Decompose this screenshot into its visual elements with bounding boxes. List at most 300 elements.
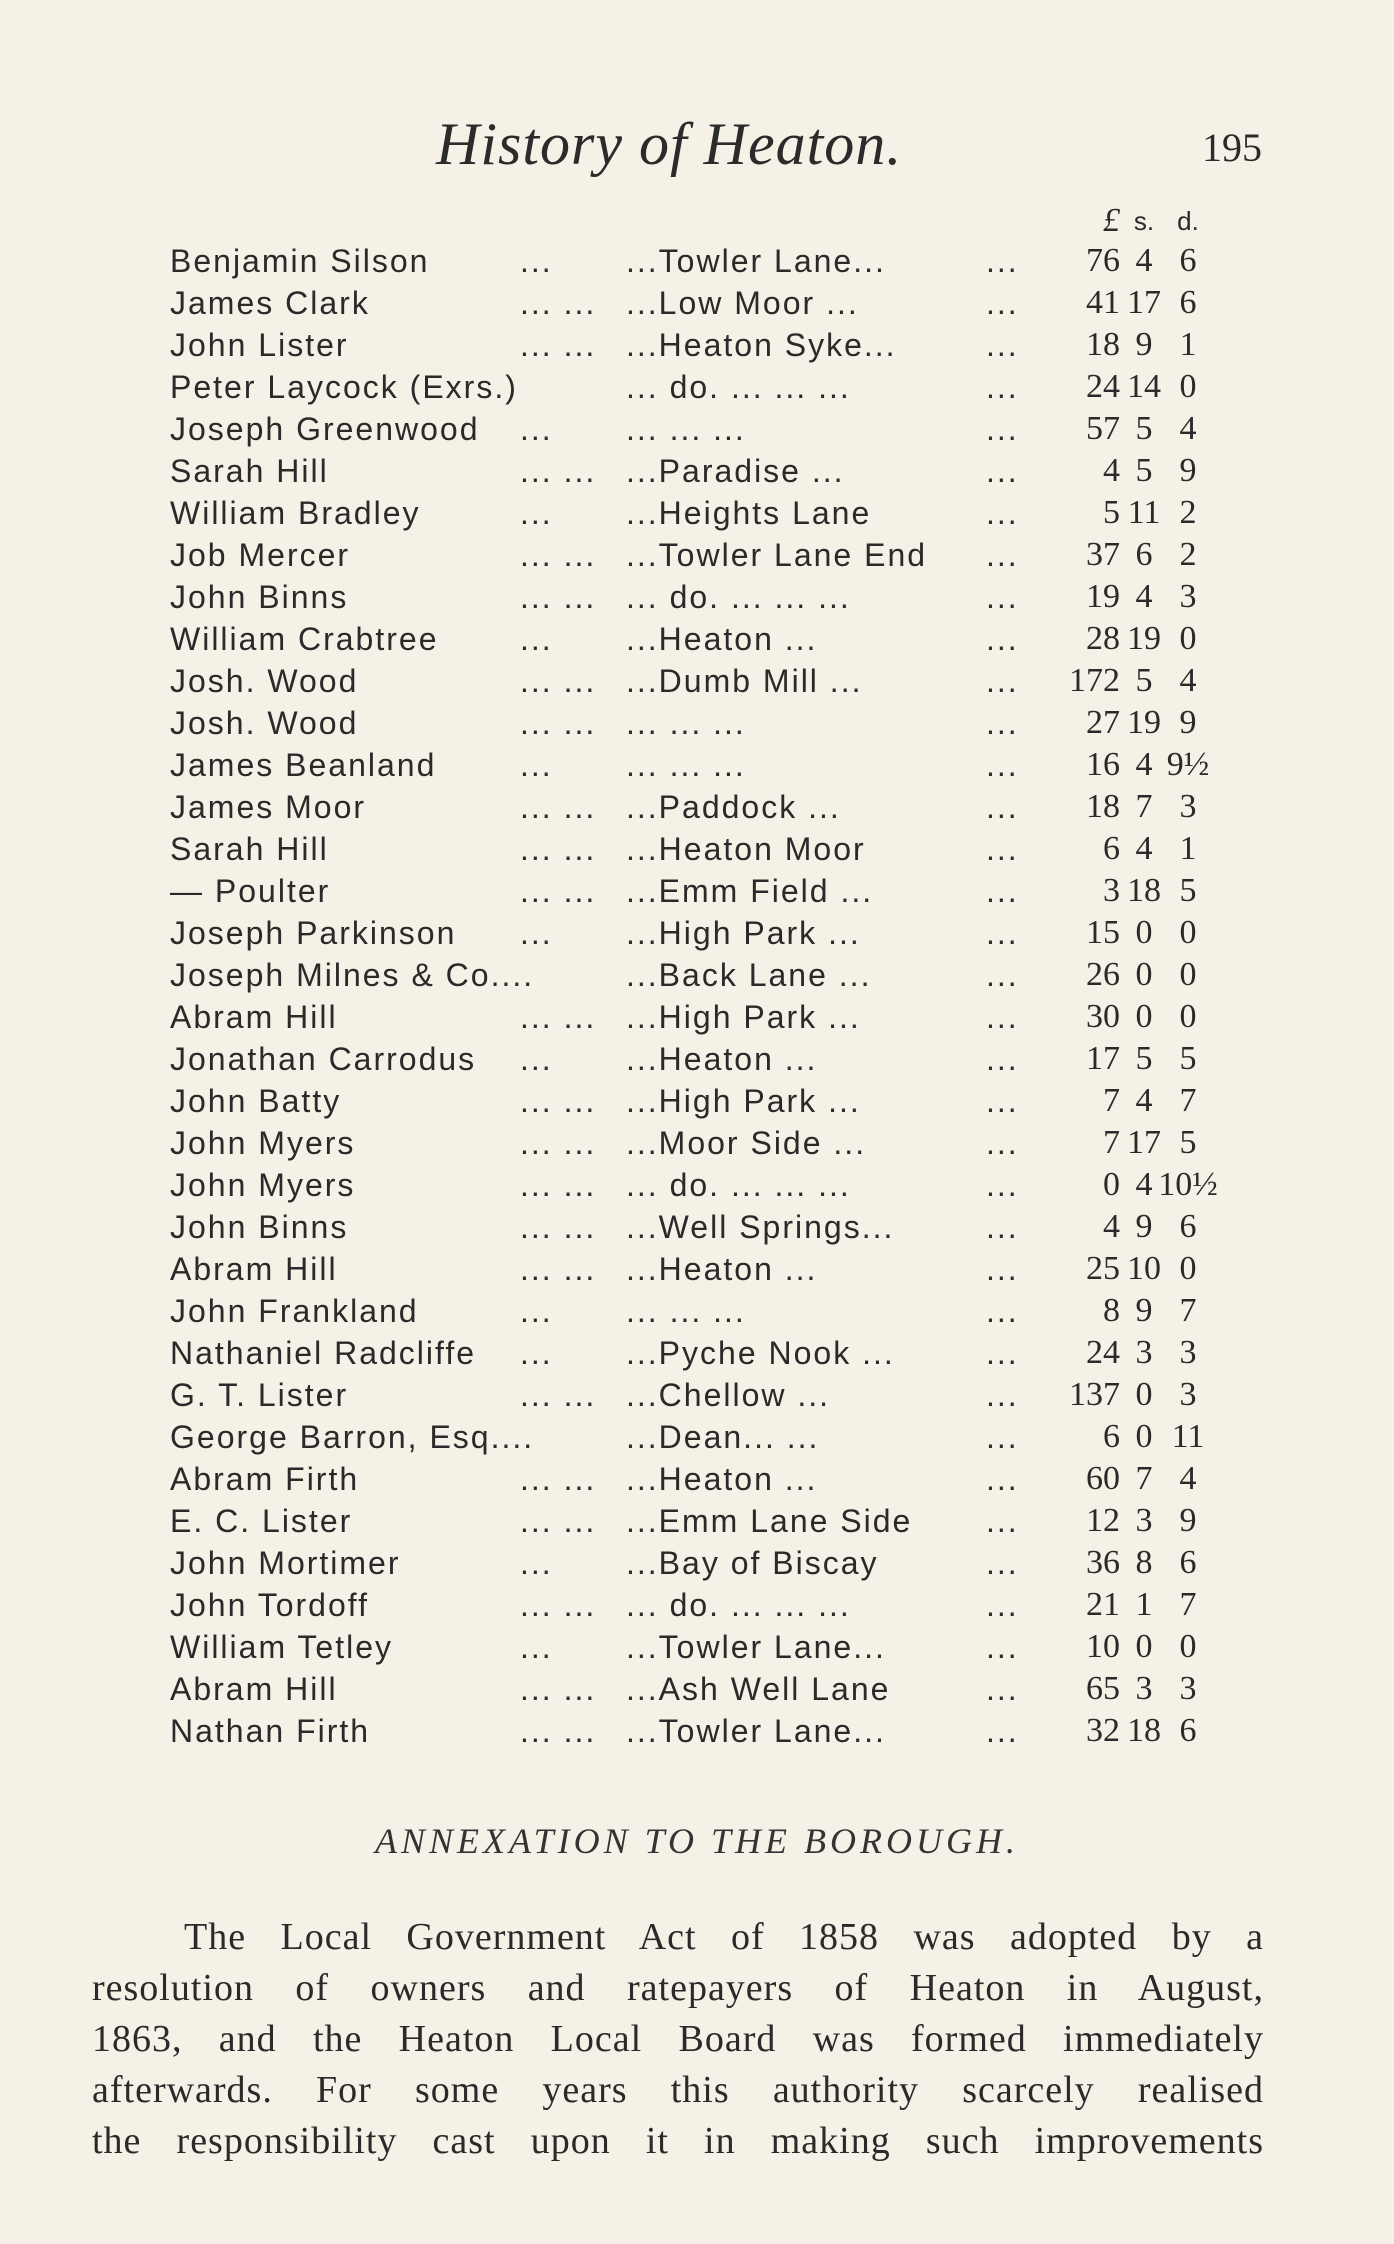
property-location: ... do. ... ... ... xyxy=(626,369,851,405)
ratepayer-name: G. T. Lister xyxy=(170,1377,349,1413)
ledger-row xyxy=(0,828,1394,870)
leader-dots: ... xyxy=(986,1713,1019,1749)
ledger-row xyxy=(0,660,1394,702)
leader-dots: ... xyxy=(986,1587,1019,1623)
pounds-value: 28 xyxy=(1086,620,1120,657)
pounds-value: 24 xyxy=(1086,368,1120,405)
pounds-value: 7 xyxy=(1103,1124,1120,1161)
ratepayer-name: Nathan Firth xyxy=(170,1713,371,1749)
property-location: ... ... ... xyxy=(626,1293,746,1329)
shillings-value: 3 xyxy=(1135,1670,1153,1707)
leader-dots: ... xyxy=(986,831,1019,867)
paragraph-line: The Local Government Act of 1858 was adopted by a xyxy=(184,1916,1264,1958)
pounds-value: 57 xyxy=(1086,410,1120,447)
name-leader-dots: ... xyxy=(520,915,553,951)
name-leader-dots: ... ... xyxy=(520,1251,597,1287)
ledger-row xyxy=(0,366,1394,408)
leader-dots: ... xyxy=(986,1503,1019,1539)
leader-dots: ... xyxy=(986,285,1019,321)
property-location: ... do. ... ... ... xyxy=(626,1587,851,1623)
name-leader-dots: ... xyxy=(520,747,553,783)
ratepayer-name: John Batty xyxy=(170,1083,342,1119)
pounds-value: 17 xyxy=(1086,1040,1120,1077)
pence-value: 5 xyxy=(1179,872,1197,909)
shillings-value: 4 xyxy=(1135,1166,1153,1203)
leader-dots: ... xyxy=(986,453,1019,489)
pounds-value: 10 xyxy=(1086,1628,1120,1665)
shillings-value: 4 xyxy=(1135,1082,1153,1119)
ratepayer-name: John Myers xyxy=(170,1125,356,1161)
pounds-value: 5 xyxy=(1103,494,1120,531)
shillings-value: 14 xyxy=(1127,368,1161,405)
ratepayer-name: Sarah Hill xyxy=(170,453,329,489)
ledger-row xyxy=(0,786,1394,828)
property-location: ...Chellow ... xyxy=(626,1377,831,1413)
shillings-value: 17 xyxy=(1127,1124,1161,1161)
shillings-value: 6 xyxy=(1135,536,1153,573)
ratepayer-name: Abram Hill xyxy=(170,1251,338,1287)
pence-value: 7 xyxy=(1179,1292,1197,1329)
pence-value: 6 xyxy=(1179,1544,1197,1581)
ratepayer-name: Joseph Greenwood xyxy=(170,411,480,447)
pounds-value: 37 xyxy=(1086,536,1120,573)
paragraph-line: 1863, and the Heaton Local Board was formed immediately xyxy=(92,2018,1264,2060)
property-location: ...Towler Lane... xyxy=(626,1713,886,1749)
property-location: ... ... ... xyxy=(626,747,746,783)
pounds-value: 36 xyxy=(1086,1544,1120,1581)
ratepayer-name: Joseph Milnes & Co.... xyxy=(170,957,535,993)
property-location: ... do. ... ... ... xyxy=(626,579,851,615)
name-leader-dots: ... xyxy=(520,495,553,531)
ratepayer-name: Josh. Wood xyxy=(170,705,359,741)
leader-dots: ... xyxy=(986,1419,1019,1455)
ledger-row xyxy=(0,450,1394,492)
leader-dots: ... xyxy=(986,1461,1019,1497)
shillings-value: 3 xyxy=(1135,1502,1153,1539)
property-location: ...High Park ... xyxy=(626,915,861,951)
leader-dots: ... xyxy=(986,1083,1019,1119)
section-heading: ANNEXATION TO THE BOROUGH. xyxy=(374,1821,1020,1861)
shillings-value: 5 xyxy=(1135,410,1153,447)
name-leader-dots: ... ... xyxy=(520,789,597,825)
ledger-row xyxy=(0,1626,1394,1668)
ratepayer-name: John Binns xyxy=(170,579,349,615)
ratepayer-name: George Barron, Esq.... xyxy=(170,1419,535,1455)
ledger-row xyxy=(0,1290,1394,1332)
pounds-value: 18 xyxy=(1086,326,1120,363)
ledger-row xyxy=(0,1374,1394,1416)
shillings-value: 4 xyxy=(1135,578,1153,615)
ledger-row xyxy=(0,534,1394,576)
name-leader-dots: ... xyxy=(520,1293,553,1329)
leader-dots: ... xyxy=(986,1293,1019,1329)
pounds-value: 24 xyxy=(1086,1334,1120,1371)
shillings-value: 9 xyxy=(1135,1208,1153,1245)
leader-dots: ... xyxy=(986,957,1019,993)
ledger-row xyxy=(0,954,1394,996)
pence-value: 0 xyxy=(1179,368,1197,405)
pence-value: 1 xyxy=(1179,830,1197,867)
leader-dots: ... xyxy=(986,1671,1019,1707)
pence-value: 3 xyxy=(1179,1376,1197,1413)
shillings-value: 9 xyxy=(1135,1292,1153,1329)
ledger-row xyxy=(0,1038,1394,1080)
name-leader-dots: ... ... xyxy=(520,1587,597,1623)
leader-dots: ... xyxy=(986,579,1019,615)
ledger-row xyxy=(0,870,1394,912)
property-location: ...Heights Lane xyxy=(626,495,872,531)
shillings-value: 1 xyxy=(1135,1586,1153,1623)
shillings-value: 0 xyxy=(1135,1418,1153,1455)
name-leader-dots: ... xyxy=(520,621,553,657)
leader-dots: ... xyxy=(986,705,1019,741)
property-location: ...Heaton ... xyxy=(626,1251,818,1287)
shillings-value: 7 xyxy=(1135,788,1153,825)
name-leader-dots: ... ... xyxy=(520,1461,597,1497)
pounds-value: 0 xyxy=(1103,1166,1120,1203)
pence-value: 11 xyxy=(1171,1418,1205,1455)
ledger-row xyxy=(0,1542,1394,1584)
shillings-value: 17 xyxy=(1127,284,1161,321)
ratepayer-name: Abram Hill xyxy=(170,999,338,1035)
ratepayer-name: Sarah Hill xyxy=(170,831,329,867)
pence-value: 5 xyxy=(1179,1040,1197,1077)
ledger-row xyxy=(0,996,1394,1038)
pounds-value: 41 xyxy=(1086,284,1120,321)
name-leader-dots: ... ... xyxy=(520,1503,597,1539)
leader-dots: ... xyxy=(986,663,1019,699)
pounds-value: 12 xyxy=(1086,1502,1120,1539)
shillings-value: 18 xyxy=(1127,872,1161,909)
pounds-value: 19 xyxy=(1086,578,1120,615)
ledger-row xyxy=(0,1332,1394,1374)
ledger-row xyxy=(0,1458,1394,1500)
ledger-currency-header xyxy=(0,200,1394,240)
ledger-row xyxy=(0,702,1394,744)
ratepayer-name: William Crabtree xyxy=(170,621,439,657)
name-leader-dots: ... ... xyxy=(520,1377,597,1413)
property-location: ...Pyche Nook ... xyxy=(626,1335,895,1371)
shillings-value: 8 xyxy=(1135,1544,1153,1581)
ratepayer-name: Josh. Wood xyxy=(170,663,359,699)
ratepayer-name: Jonathan Carrodus xyxy=(170,1041,477,1077)
shillings-value: 10 xyxy=(1127,1250,1161,1287)
shillings-value: 5 xyxy=(1135,1040,1153,1077)
page-number: 195 xyxy=(1202,125,1262,170)
pounds-value: 3 xyxy=(1103,872,1120,909)
property-location: ...Towler Lane... xyxy=(626,1629,886,1665)
shillings-value: 3 xyxy=(1135,1334,1153,1371)
name-leader-dots: ... ... xyxy=(520,831,597,867)
ratepayer-name: James Moor xyxy=(170,789,367,825)
pounds-value: 76 xyxy=(1086,242,1120,279)
pounds-value: 65 xyxy=(1086,1670,1120,1707)
pounds-value: 6 xyxy=(1103,1418,1120,1455)
name-leader-dots: ... ... xyxy=(520,999,597,1035)
pence-value: 7 xyxy=(1179,1082,1197,1119)
shillings-value: 0 xyxy=(1135,956,1153,993)
ledger-row xyxy=(0,618,1394,660)
pence-value: 0 xyxy=(1179,956,1197,993)
ratepayer-name: Abram Firth xyxy=(170,1461,360,1497)
name-leader-dots: ... xyxy=(520,1629,553,1665)
ratepayer-name: Joseph Parkinson xyxy=(170,915,457,951)
leader-dots: ... xyxy=(986,747,1019,783)
ledger-rows xyxy=(0,240,1394,1752)
ledger-row xyxy=(0,324,1394,366)
pence-value: 0 xyxy=(1179,914,1197,951)
property-location: ...Back Lane ... xyxy=(626,957,872,993)
shillings-value: 19 xyxy=(1127,704,1161,741)
property-location: ...Ash Well Lane xyxy=(626,1671,891,1707)
running-title: History of Heaton. xyxy=(436,111,903,177)
leader-dots: ... xyxy=(986,873,1019,909)
pence-value: 9 xyxy=(1179,452,1197,489)
shillings-value: 19 xyxy=(1127,620,1161,657)
name-leader-dots: ... ... xyxy=(520,1209,597,1245)
name-leader-dots: ... xyxy=(520,1041,553,1077)
pence-value: 3 xyxy=(1179,788,1197,825)
leader-dots: ... xyxy=(986,1251,1019,1287)
pence-value: 4 xyxy=(1179,1460,1197,1497)
shillings-header: s. xyxy=(1133,206,1155,236)
leader-dots: ... xyxy=(986,537,1019,573)
name-leader-dots: ... ... xyxy=(520,1671,597,1707)
pounds-header: £ xyxy=(1103,202,1120,239)
ledger-row xyxy=(0,1248,1394,1290)
ratepayer-name: Peter Laycock (Exrs.) xyxy=(170,369,518,405)
ledger-row xyxy=(0,744,1394,786)
name-leader-dots: ... ... xyxy=(520,453,597,489)
name-leader-dots: ... ... xyxy=(520,1713,597,1749)
leader-dots: ... xyxy=(986,1041,1019,1077)
pounds-value: 172 xyxy=(1069,662,1120,699)
ledger-row xyxy=(0,1710,1394,1752)
ratepayer-name: Nathaniel Radcliffe xyxy=(170,1335,477,1371)
paragraph-line: the responsibility cast upon it in making such improvements xyxy=(92,2120,1264,2162)
pence-value: 9 xyxy=(1179,704,1197,741)
pence-value: 4 xyxy=(1179,662,1197,699)
pence-header: d. xyxy=(1177,206,1199,236)
name-leader-dots: ... xyxy=(520,243,553,279)
shillings-value: 0 xyxy=(1135,1628,1153,1665)
leader-dots: ... xyxy=(986,789,1019,825)
ratepayer-name: E. C. Lister xyxy=(170,1503,353,1539)
pence-value: 9½ xyxy=(1166,746,1210,783)
leader-dots: ... xyxy=(986,411,1019,447)
leader-dots: ... xyxy=(986,1545,1019,1581)
shillings-value: 18 xyxy=(1127,1712,1161,1749)
property-location: ...Towler Lane... xyxy=(626,243,886,279)
name-leader-dots: ... ... xyxy=(520,663,597,699)
pounds-value: 6 xyxy=(1103,830,1120,867)
leader-dots: ... xyxy=(986,1209,1019,1245)
ratepayer-name: John Binns xyxy=(170,1209,349,1245)
property-location: ... ... ... xyxy=(626,705,746,741)
property-location: ...Paradise ... xyxy=(626,453,845,489)
leader-dots: ... xyxy=(986,495,1019,531)
shillings-value: 5 xyxy=(1135,662,1153,699)
leader-dots: ... xyxy=(986,369,1019,405)
ledger-row xyxy=(0,1206,1394,1248)
shillings-value: 0 xyxy=(1135,1376,1153,1413)
leader-dots: ... xyxy=(986,1377,1019,1413)
pounds-value: 27 xyxy=(1086,704,1120,741)
ledger-row xyxy=(0,1584,1394,1626)
ledger-row xyxy=(0,1668,1394,1710)
pence-value: 9 xyxy=(1179,1502,1197,1539)
ledger-row xyxy=(0,1080,1394,1122)
pence-value: 1 xyxy=(1179,326,1197,363)
pounds-value: 16 xyxy=(1086,746,1120,783)
leader-dots: ... xyxy=(986,999,1019,1035)
property-location: ...Moor Side ... xyxy=(626,1125,867,1161)
name-leader-dots: ... ... xyxy=(520,579,597,615)
ratepayer-name: Job Mercer xyxy=(170,537,351,573)
ratepayer-name: John Frankland xyxy=(170,1293,419,1329)
pounds-value: 4 xyxy=(1103,1208,1120,1245)
ledger-row xyxy=(0,1122,1394,1164)
property-location: ...Dumb Mill ... xyxy=(626,663,863,699)
leader-dots: ... xyxy=(986,1167,1019,1203)
name-leader-dots: ... ... xyxy=(520,1125,597,1161)
ratepayer-name: John Myers xyxy=(170,1167,356,1203)
leader-dots: ... xyxy=(986,1125,1019,1161)
shillings-value: 7 xyxy=(1135,1460,1153,1497)
property-location: ...Heaton Syke... xyxy=(626,327,897,363)
ratepayer-name: William Tetley xyxy=(170,1629,393,1665)
ledger-row xyxy=(0,912,1394,954)
name-leader-dots: ... ... xyxy=(520,873,597,909)
paragraph-line: resolution of owners and ratepayers of Heaton in August, xyxy=(92,1967,1264,2009)
property-location: ...High Park ... xyxy=(626,999,861,1035)
property-location: ...High Park ... xyxy=(626,1083,861,1119)
pence-value: 0 xyxy=(1179,1250,1197,1287)
ledger-table xyxy=(0,200,1394,1752)
pence-value: 6 xyxy=(1179,242,1197,279)
property-location: ...Emm Lane Side xyxy=(626,1503,913,1539)
shillings-value: 0 xyxy=(1135,998,1153,1035)
pence-value: 6 xyxy=(1179,1712,1197,1749)
ledger-row xyxy=(0,408,1394,450)
property-location: ...Emm Field ... xyxy=(626,873,874,909)
property-location: ...Towler Lane End xyxy=(626,537,928,573)
property-location: ...Dean... ... xyxy=(626,1419,820,1455)
pounds-value: 25 xyxy=(1086,1250,1120,1287)
name-leader-dots: ... ... xyxy=(520,705,597,741)
ledger-row xyxy=(0,240,1394,282)
shillings-value: 4 xyxy=(1135,242,1153,279)
leader-dots: ... xyxy=(986,1629,1019,1665)
property-location: ...Low Moor ... xyxy=(626,285,859,321)
property-location: ...Heaton Moor xyxy=(626,831,866,867)
ratepayer-name: John Mortimer xyxy=(170,1545,401,1581)
name-leader-dots: ... ... xyxy=(520,537,597,573)
shillings-value: 9 xyxy=(1135,326,1153,363)
body-paragraph xyxy=(92,1912,1264,2167)
leader-dots: ... xyxy=(986,327,1019,363)
pounds-value: 15 xyxy=(1086,914,1120,951)
pence-value: 7 xyxy=(1179,1586,1197,1623)
leader-dots: ... xyxy=(986,1335,1019,1371)
leader-dots: ... xyxy=(986,243,1019,279)
pence-value: 2 xyxy=(1179,494,1197,531)
property-location: ...Heaton ... xyxy=(626,621,818,657)
property-location: ...Paddock ... xyxy=(626,789,841,825)
leader-dots: ... xyxy=(986,915,1019,951)
ledger-row xyxy=(0,282,1394,324)
pounds-value: 18 xyxy=(1086,788,1120,825)
ratepayer-name: — Poulter xyxy=(170,873,331,909)
ratepayer-name: James Clark xyxy=(170,285,370,321)
pounds-value: 60 xyxy=(1086,1460,1120,1497)
pounds-value: 137 xyxy=(1069,1376,1120,1413)
pence-value: 10½ xyxy=(1158,1166,1218,1203)
ratepayer-name: William Bradley xyxy=(170,495,421,531)
running-head xyxy=(0,110,1394,190)
name-leader-dots: ... ... xyxy=(520,327,597,363)
pence-value: 0 xyxy=(1179,998,1197,1035)
name-leader-dots: ... ... xyxy=(520,1167,597,1203)
ratepayer-name: John Tordoff xyxy=(170,1587,369,1623)
ratepayer-name: James Beanland xyxy=(170,747,437,783)
name-leader-dots: ... ... xyxy=(520,1083,597,1119)
ratepayer-name: Benjamin Silson xyxy=(170,243,430,279)
pence-value: 3 xyxy=(1179,1670,1197,1707)
property-location: ...Heaton ... xyxy=(626,1041,818,1077)
property-location: ...Bay of Biscay xyxy=(626,1545,879,1581)
ledger-row xyxy=(0,1500,1394,1542)
paragraph-line: afterwards. For some years this authority scarcely realised xyxy=(92,2069,1264,2111)
pence-value: 0 xyxy=(1179,620,1197,657)
shillings-value: 4 xyxy=(1135,830,1153,867)
ledger-row xyxy=(0,576,1394,618)
pounds-value: 21 xyxy=(1086,1586,1120,1623)
pence-value: 3 xyxy=(1179,1334,1197,1371)
ratepayer-name: Abram Hill xyxy=(170,1671,338,1707)
pounds-value: 8 xyxy=(1103,1292,1120,1329)
pence-value: 0 xyxy=(1179,1628,1197,1665)
property-location: ...Heaton ... xyxy=(626,1461,818,1497)
name-leader-dots: ... xyxy=(520,411,553,447)
pounds-value: 4 xyxy=(1103,452,1120,489)
shillings-value: 11 xyxy=(1127,494,1161,531)
pounds-value: 26 xyxy=(1086,956,1120,993)
name-leader-dots: ... xyxy=(520,1545,553,1581)
shillings-value: 0 xyxy=(1135,914,1153,951)
pounds-value: 7 xyxy=(1103,1082,1120,1119)
pounds-value: 32 xyxy=(1086,1712,1120,1749)
name-leader-dots: ... ... xyxy=(520,285,597,321)
pence-value: 6 xyxy=(1179,284,1197,321)
ratepayer-name: John Lister xyxy=(170,327,349,363)
pence-value: 3 xyxy=(1179,578,1197,615)
leader-dots: ... xyxy=(986,621,1019,657)
pence-value: 6 xyxy=(1179,1208,1197,1245)
pence-value: 2 xyxy=(1179,536,1197,573)
property-location: ... do. ... ... ... xyxy=(626,1167,851,1203)
shillings-value: 5 xyxy=(1135,452,1153,489)
property-location: ... ... ... xyxy=(626,411,746,447)
ledger-row xyxy=(0,492,1394,534)
ledger-row xyxy=(0,1416,1394,1458)
pounds-value: 30 xyxy=(1086,998,1120,1035)
ledger-row xyxy=(0,1164,1394,1206)
property-location: ...Well Springs... xyxy=(626,1209,895,1245)
pence-value: 5 xyxy=(1179,1124,1197,1161)
pence-value: 4 xyxy=(1179,410,1197,447)
name-leader-dots: ... xyxy=(520,1335,553,1371)
